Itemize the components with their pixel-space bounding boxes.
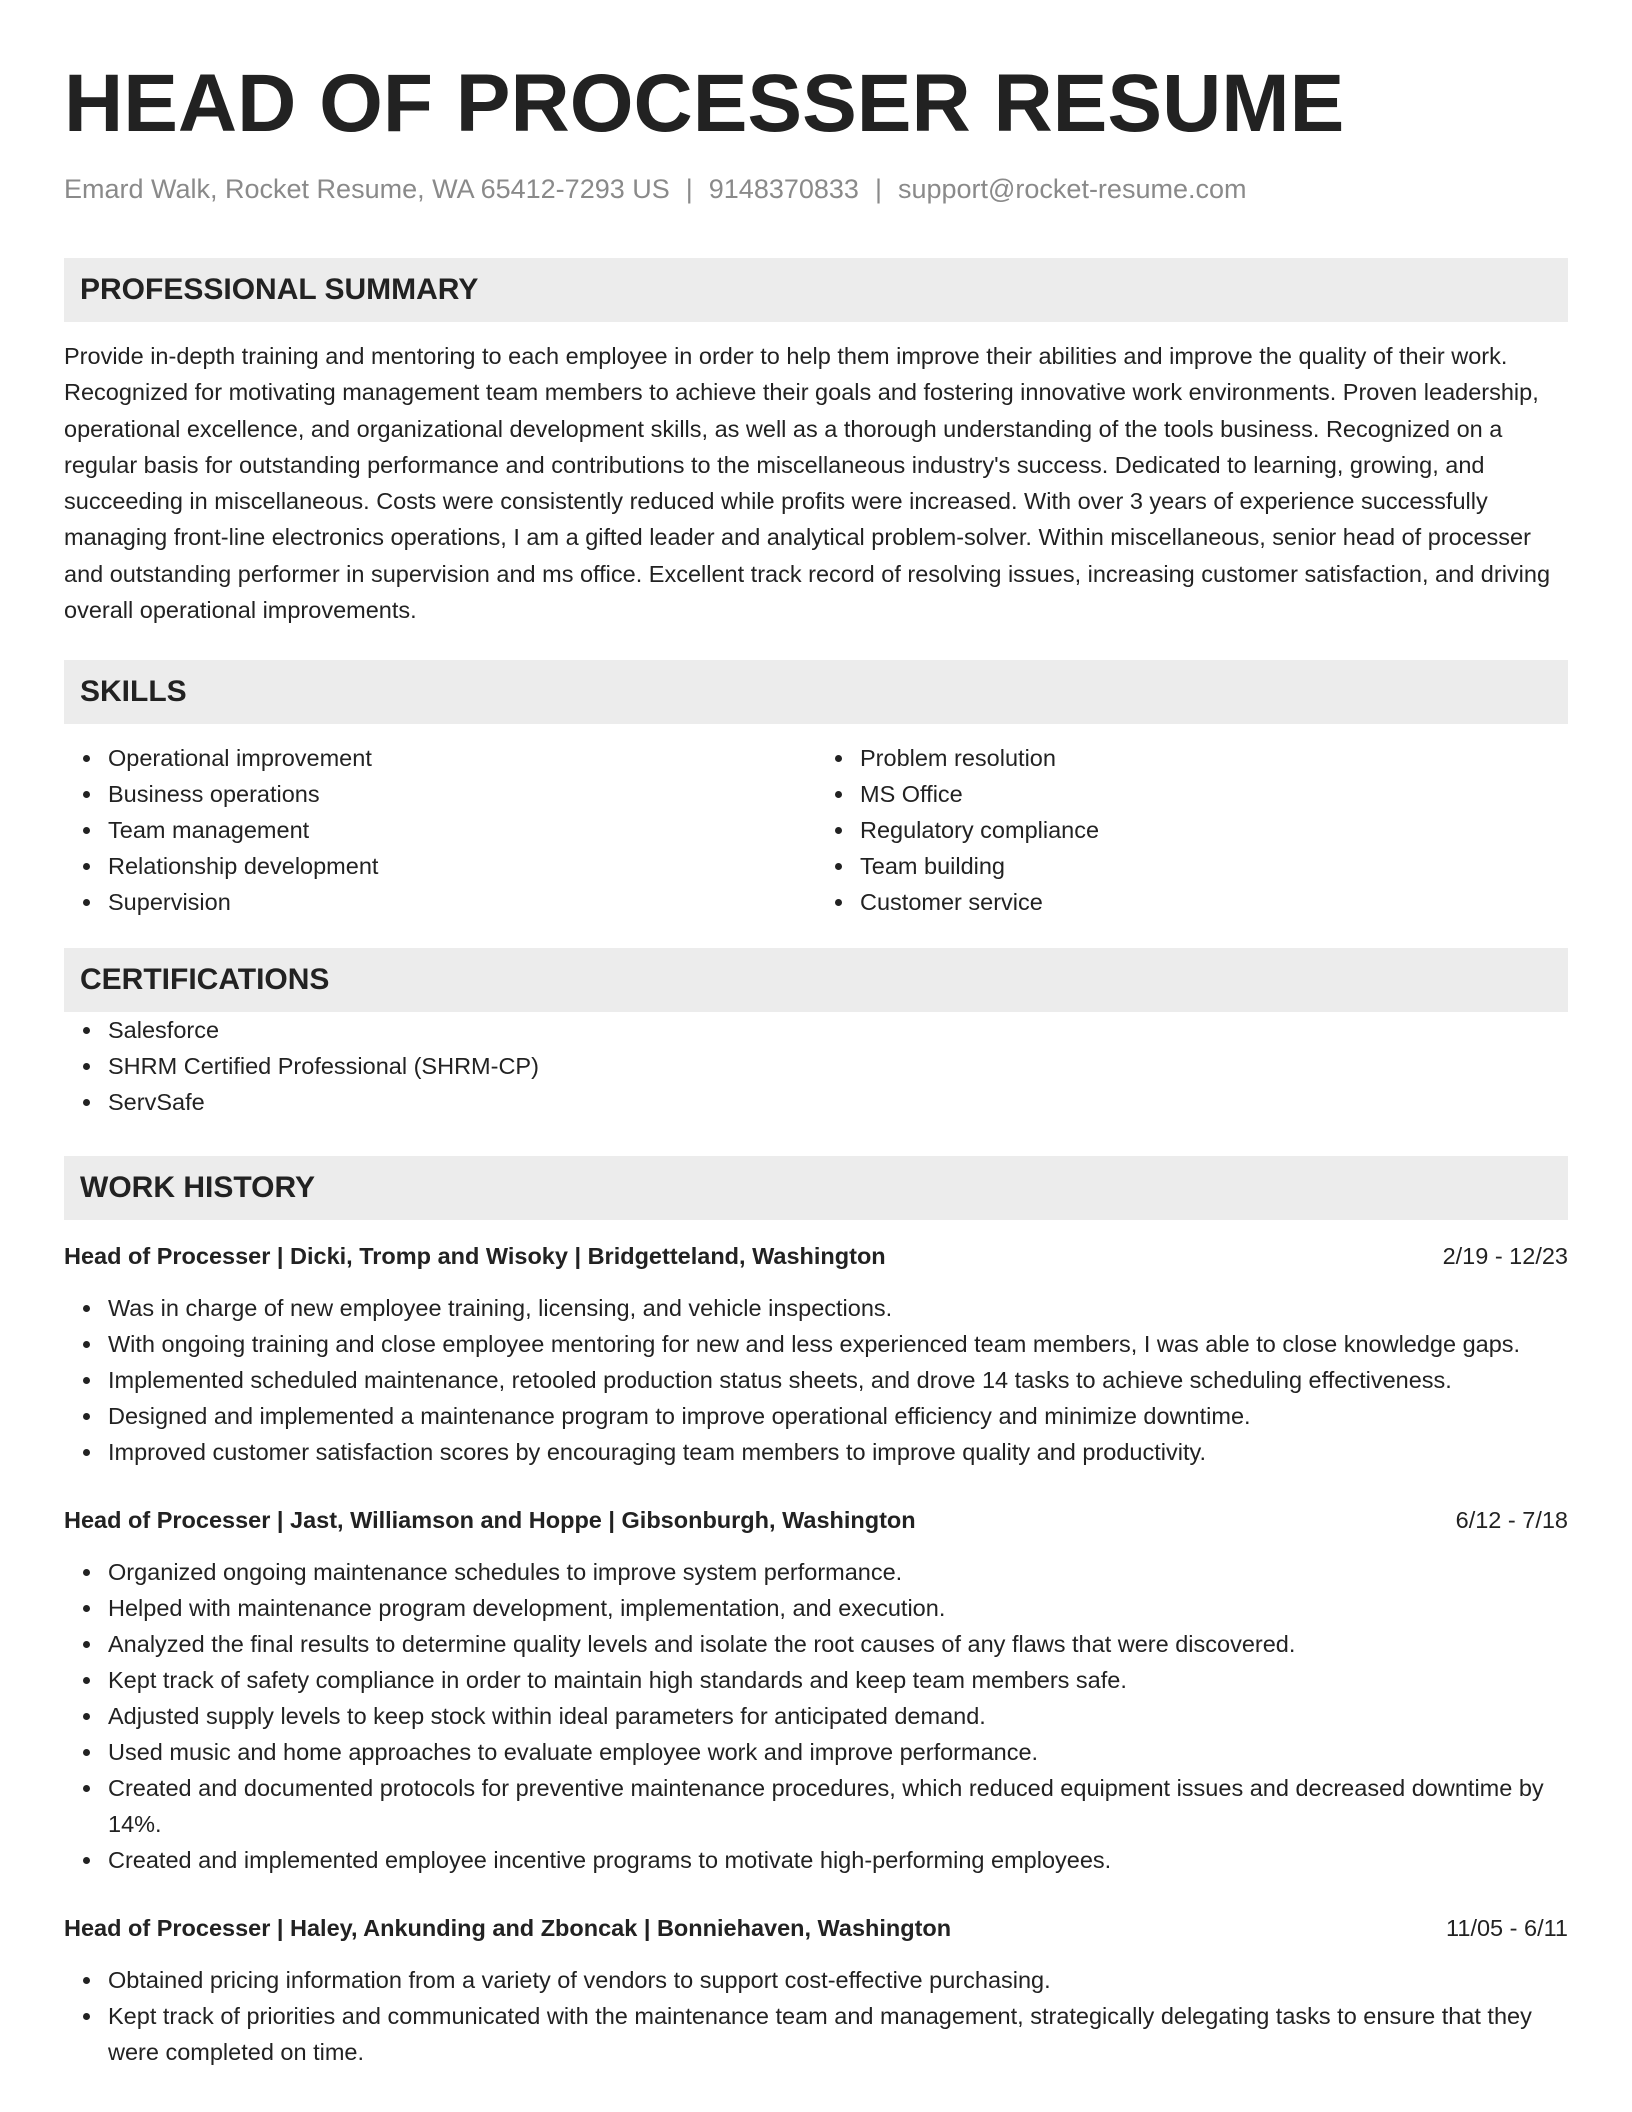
job-bullet: Kept track of safety compliance in order to maintain high standards and keep team members safe. (108, 1662, 1568, 1698)
job-entry (64, 1238, 1568, 1470)
contact-email: support@rocket-resume.com (897, 174, 1247, 204)
contact-separator: | (685, 174, 693, 204)
job-bullet: Adjusted supply levels to keep stock within ideal parameters for anticipated demand. (108, 1698, 1568, 1734)
job-bullet: Created and implemented employee incentive programs to motivate high-performing employees. (108, 1842, 1568, 1878)
job-bullets (64, 1962, 1568, 2070)
job-bullet: Designed and implemented a maintenance program to improve operational efficiency and minimize downtime. (108, 1398, 1568, 1434)
job-bullets (64, 1290, 1568, 1470)
summary-paragraph: Provide in-depth training and mentoring to each employee in order to help them improve their abilities and improve the quality of their work. Recognized for motivating management team members to achieve their goals and fostering innovative work environments. Proven leadership, operational excellence, and organizational development skills, as well as a thorough understanding of the tools business. Recognized on a regular basis for outstanding performance and contributions to the miscellaneous industry's success. Dedicated to learning, growing, and succeeding in miscellaneous. Costs were consistently reduced while profits were increased. With over 3 years of experience successfully managing front-line electronics operations, I am a gifted leader and analytical problem-solver. Within miscellaneous, senior head of processer and outstanding performer in supervision and ms office. Excellent track record of resolving issues, increasing customer satisfaction, and driving overall operational improvements. (64, 343, 1551, 624)
skill-item: Team management (108, 812, 816, 848)
job-bullet: Organized ongoing maintenance schedules to improve system performance. (108, 1554, 1568, 1590)
skills-column-left (64, 740, 816, 920)
skills-column-right (816, 740, 1568, 920)
job-bullet: Was in charge of new employee training, licensing, and vehicle inspections. (108, 1290, 1568, 1326)
skills-list (64, 740, 1568, 920)
job-header (64, 1910, 1568, 1946)
job-bullet: Analyzed the final results to determine quality levels and isolate the root causes of any flaws that were discovered. (108, 1626, 1568, 1662)
section-heading-summary: PROFESSIONAL SUMMARY (64, 258, 1568, 322)
skill-item: Supervision (108, 884, 816, 920)
certification-item: ServSafe (108, 1084, 1568, 1120)
skill-item: Operational improvement (108, 740, 816, 776)
job-dates: 6/12 - 7/18 (1455, 1507, 1568, 1534)
section-heading-work-history: WORK HISTORY (64, 1156, 1568, 1220)
job-bullet: Kept track of priorities and communicated with the maintenance team and management, strategically delegating tasks to ensure that they were completed on time. (108, 1998, 1568, 2070)
section-heading-certifications: CERTIFICATIONS (64, 948, 1568, 1012)
job-bullet: With ongoing training and close employee mentoring for new and less experienced team members, I was able to close knowledge gaps. (108, 1326, 1568, 1362)
skill-item: MS Office (860, 776, 1568, 812)
skill-item: Relationship development (108, 848, 816, 884)
job-title: Head of Processer | Jast, Williamson and Hoppe | Gibsonburgh, Washington (64, 1507, 916, 1534)
job-dates: 11/05 - 6/11 (1446, 1915, 1568, 1942)
skill-item: Regulatory compliance (860, 812, 1568, 848)
skill-item: Business operations (108, 776, 816, 812)
job-entry (64, 1502, 1568, 1878)
job-bullet: Obtained pricing information from a variety of vendors to support cost-effective purchasing. (108, 1962, 1568, 1998)
contact-address: Emard Walk, Rocket Resume, WA 65412-7293 US (64, 174, 670, 204)
job-bullet: Implemented scheduled maintenance, retooled production status sheets, and drove 14 tasks to achieve scheduling effectiveness. (108, 1362, 1568, 1398)
job-header (64, 1502, 1568, 1538)
job-dates: 2/19 - 12/23 (1442, 1243, 1568, 1270)
job-entry (64, 1910, 1568, 2070)
job-bullet: Helped with maintenance program development, implementation, and execution. (108, 1590, 1568, 1626)
certification-item: Salesforce (108, 1012, 1568, 1048)
job-bullets (64, 1554, 1568, 1878)
certifications-list (64, 1012, 1568, 1120)
skill-item: Problem resolution (860, 740, 1568, 776)
job-bullet: Created and documented protocols for preventive maintenance procedures, which reduced equipment issues and decreased downtime by 14%. (108, 1770, 1568, 1842)
job-title: Head of Processer | Haley, Ankunding and Zboncak | Bonniehaven, Washington (64, 1915, 952, 1942)
contact-phone: 9148370833 (708, 174, 859, 204)
job-bullet: Improved customer satisfaction scores by encouraging team members to improve quality and productivity. (108, 1434, 1568, 1470)
job-header (64, 1238, 1568, 1274)
contact-separator: | (874, 174, 882, 204)
resume-title: HEAD OF PROCESSER RESUME (64, 58, 1345, 149)
skill-item: Team building (860, 848, 1568, 884)
job-bullet: Used music and home approaches to evaluate employee work and improve performance. (108, 1734, 1568, 1770)
contact-line (64, 172, 1568, 206)
skill-item: Customer service (860, 884, 1568, 920)
section-heading-skills: SKILLS (64, 660, 1568, 724)
certification-item: SHRM Certified Professional (SHRM-CP) (108, 1048, 1568, 1084)
job-title: Head of Processer | Dicki, Tromp and Wisoky | Bridgetteland, Washington (64, 1243, 886, 1270)
